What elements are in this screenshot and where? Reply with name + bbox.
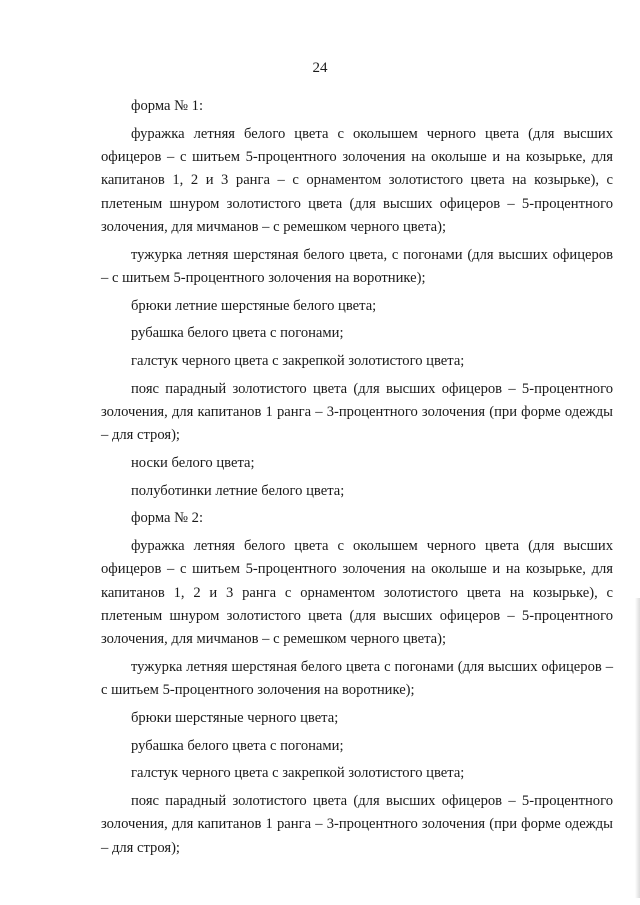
paragraph-cap-form-1: фуражка летняя белого цвета с околышем черного цвета (для высших офицеров – с шитьем 5-процентного золочения на околыше и на козырьке, для капитанов 1, 2 и 3 ранга – с орнаментом золотистого цвета на козырьке), с плетеным шнуром золотистого цвета (для высших офицеров – 5-процентного золочения, для мичманов – с ремешком черного цвета); <box>101 125 613 236</box>
paragraph-tie-form-1: галстук черного цвета с закрепкой золотистого цвета; <box>131 353 465 369</box>
paragraph-trousers-form-2: брюки шерстяные черного цвета; <box>131 710 339 726</box>
paragraph-belt-form-2: пояс парадный золотистого цвета (для высших офицеров – 5-процентного золочения, для капитанов 1 ранга – 3-процентного золочения (при форме одежды – для строя); <box>101 792 613 856</box>
scan-edge-shadow <box>635 598 640 898</box>
paragraph-jacket-form-2: тужурка летняя шерстяная белого цвета с погонами (для высших офицеров – с шитьем 5-процентного золочения на воротнике); <box>101 659 613 699</box>
paragraph-shoes-form-1: полуботинки летние белого цвета; <box>131 482 345 499</box>
paragraph-tie-form-2: галстук черного цвета с закрепкой золотистого цвета; <box>131 765 465 782</box>
document-body <box>101 95 613 864</box>
paragraph-shirt-form-1: рубашка белого цвета с погонами; <box>131 325 344 342</box>
paragraph-form-1-heading: форма № 1: <box>131 98 204 114</box>
paragraph-belt-form-1: пояс парадный золотистого цвета (для высших офицеров – 5-процентного золочения, для капитанов 1 ранга – 3-процентного золочения (при форме одежды – для строя); <box>101 380 613 444</box>
paragraph-shirt-form-2: рубашка белого цвета с погонами; <box>131 737 344 754</box>
paragraph-socks-form-1: носки белого цвета; <box>131 455 255 471</box>
paragraph-form-2-heading: форма № 2: <box>131 510 204 527</box>
paragraph-trousers-form-1: брюки летние шерстяные белого цвета; <box>131 297 377 314</box>
page-number: 24 <box>312 60 328 76</box>
paragraph-cap-form-2: фуражка летняя белого цвета с околышем черного цвета (для высших офицеров – с шитьем 5-процентного золочения на околыше и на козырьке, для капитанов 1, 2 и 3 ранга с орнаментом золотистого цвета на козырьке), с плетеным шнуром золотистого цвета (для высших офицеров – 5-процентного золочения, для мичманов – с ремешком черного цвета); <box>101 537 613 648</box>
paragraph-jacket-form-1: тужурка летняя шерстяная белого цвета, с погонами (для высших офицеров – с шитьем 5-процентного золочения на воротнике); <box>101 246 613 287</box>
